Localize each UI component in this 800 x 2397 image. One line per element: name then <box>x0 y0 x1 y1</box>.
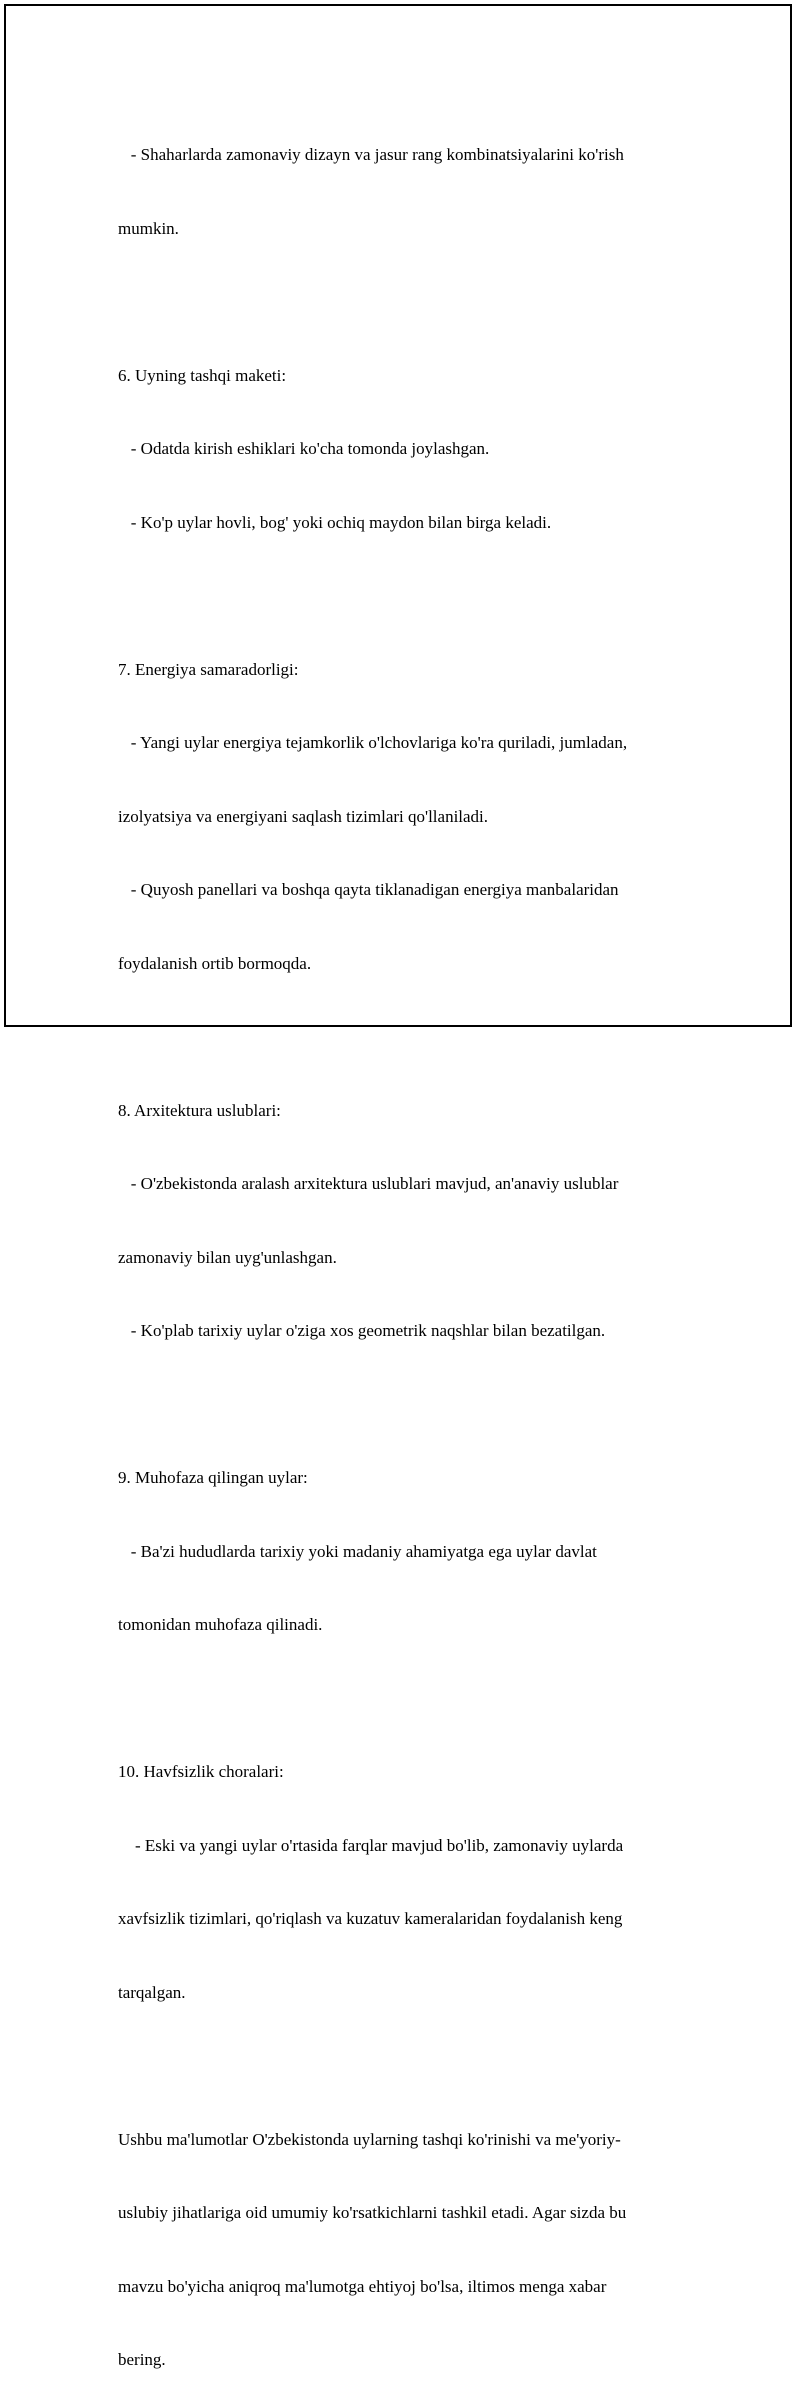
blank-line <box>118 1687 678 1712</box>
text-line: uslubiy jihatlariga oid umumiy ko'rsatkichlarni tashkil etadi. Agar sizda bu <box>118 2203 627 2222</box>
blank-line <box>118 290 678 315</box>
section-heading: 6. Uyning tashqi maketi: <box>118 365 287 385</box>
text-line: izolyatsiya va energiyani saqlash tizimlari qo'llaniladi. <box>118 806 489 826</box>
blank-line <box>118 1393 678 1418</box>
text-line: mumkin. <box>118 218 179 238</box>
text-line: - Quyosh panellari va boshqa qayta tiklanadigan energiya manbalaridan <box>118 880 619 899</box>
text-line: bering. <box>118 2350 166 2369</box>
text-line: foydalanish ortib bormoqda. <box>118 953 312 973</box>
text-line: Ushbu ma'lumotlar O'zbekistonda uylarning tashqi ko'rinishi va me'yoriy- <box>118 2129 621 2149</box>
blank-line <box>118 1025 678 1050</box>
text-line: - Odatda kirish eshiklari ko'cha tomonda joylashgan. <box>118 439 490 458</box>
section-heading: 10. Havfsizlik choralari: <box>118 1762 284 1781</box>
text-line: - Ko'p uylar hovli, bog' yoki ochiq maydon bilan birga keladi. <box>118 512 552 532</box>
text-line: xavfsizlik tizimlari, qo'riqlash va kuzatuv kameralaridan foydalanish keng <box>118 1909 623 1928</box>
text-line: - Shaharlarda zamonaviy dizayn va jasur rang kombinatsiyalarini ko'rish <box>118 145 624 164</box>
document-body <box>118 94 678 2397</box>
text-line: zamonaviy bilan uyg'unlashgan. <box>118 1247 337 1267</box>
text-line: - Yangi uylar energiya tejamkorlik o'lchovlariga ko'ra quriladi, jumladan, <box>118 733 628 752</box>
text-line: - Ko'plab tarixiy uylar o'ziga xos geometrik naqshlar bilan bezatilgan. <box>118 1321 606 1340</box>
text-line: tomonidan muhofaza qilinadi. <box>118 1615 323 1634</box>
blank-line <box>118 584 678 609</box>
blank-line <box>118 2054 678 2079</box>
section-heading: 9. Muhofaza qilingan uylar: <box>118 1468 308 1487</box>
section-heading: 7. Energiya samaradorligi: <box>118 659 299 679</box>
text-line: tarqalgan. <box>118 1982 186 2002</box>
section-heading: 8. Arxitektura uslublari: <box>118 1100 281 1120</box>
text-line: - Eski va yangi uylar o'rtasida farqlar mavjud bo'lib, zamonaviy uylarda <box>118 1835 624 1855</box>
text-line: mavzu bo'yicha aniqroq ma'lumotga ehtiyoj bo'lsa, iltimos menga xabar <box>118 2276 607 2296</box>
text-line: - Ba'zi hududlarda tarixiy yoki madaniy ahamiyatga ega uylar davlat <box>118 1541 597 1561</box>
text-line: - O'zbekistonda aralash arxitektura uslublari mavjud, an'anaviy uslublar <box>118 1174 619 1193</box>
